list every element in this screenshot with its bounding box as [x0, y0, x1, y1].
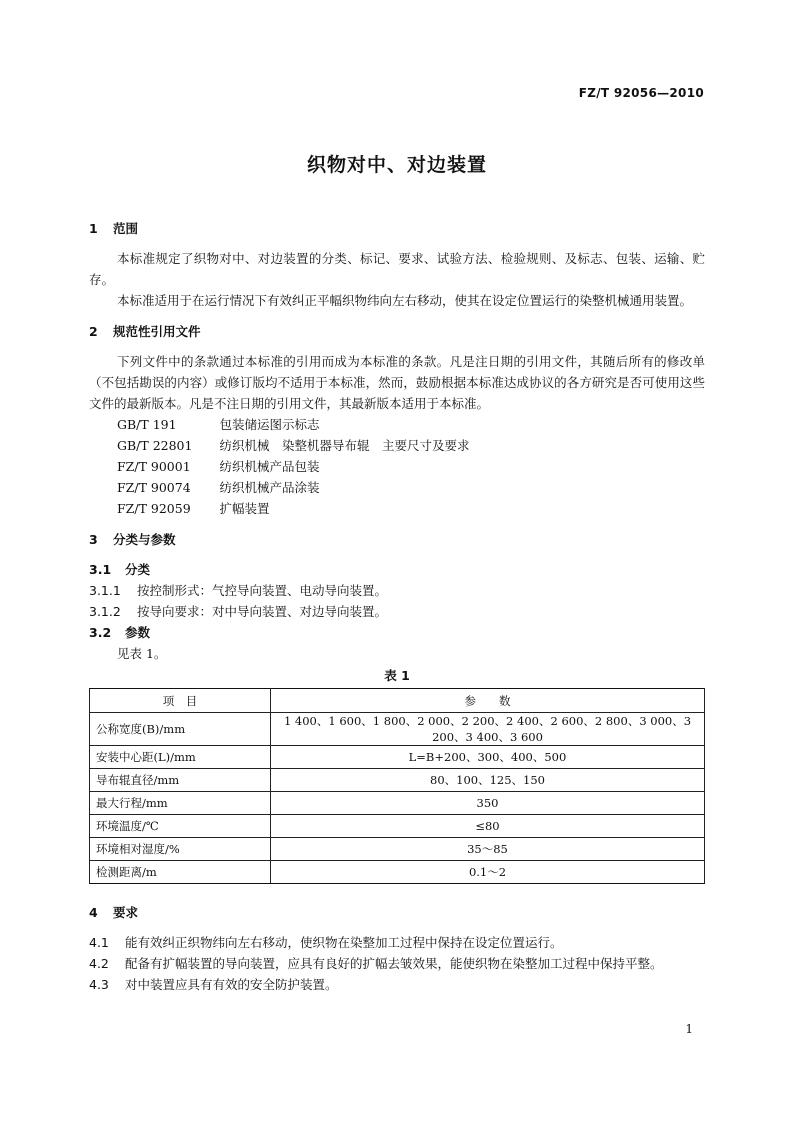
subsection-3-2-heading: [89, 622, 705, 643]
table-caption: 表 1: [384, 668, 410, 683]
table-row: [90, 815, 705, 838]
section-1-heading: [89, 218, 705, 240]
section-number: 4: [89, 905, 98, 920]
row-value: 0.1～2: [271, 861, 705, 884]
table-row: [90, 861, 705, 884]
clause-text: 对中装置应具有有效的安全防护装置。: [125, 977, 338, 992]
reference-item: [89, 477, 705, 498]
row-value: 35～85: [271, 838, 705, 861]
clause-number: 4.2: [89, 956, 109, 971]
column-header-item: 项 目: [90, 689, 271, 713]
reference-code: GB/T 22801: [117, 438, 193, 453]
section-4-heading: [89, 902, 705, 924]
subsection-3-1-heading: [89, 559, 705, 580]
clause-number: 4.1: [89, 935, 109, 950]
clause-4-3: [89, 974, 705, 995]
parameters-table: [89, 688, 705, 884]
clause-4-1: [89, 932, 705, 953]
clause-number: 4.3: [89, 977, 109, 992]
row-value: 350: [271, 792, 705, 815]
table-row: [90, 769, 705, 792]
see-table-note: 见表 1。: [117, 646, 167, 661]
reference-title: 扩幅装置: [219, 501, 270, 516]
reference-title: 包装储运图示标志: [219, 417, 320, 432]
reference-code: FZ/T 92059: [117, 501, 191, 516]
reference-item: [89, 456, 705, 477]
table-row: [90, 792, 705, 815]
clause-text: 配备有扩幅装置的导向装置，应具有良好的扩幅去皱效果，能使织物在染整加工过程中保持平整。: [125, 956, 663, 971]
section-title: 规范性引用文件: [113, 324, 201, 339]
section-2-paragraph: 下列文件中的条款通过本标准的引用而成为本标准的条款。凡是注日期的引用文件，其随后所有的修改单（不包括勘误的内容）或修订版均不适用于本标准，然而，鼓励根据本标准达成协议的各方研究是否可使用这些文件的最新版本。凡是不注日期的引用文件，其最新版本适用于本标准。: [89, 354, 705, 411]
reference-item: [89, 435, 705, 456]
section-number: 1: [89, 221, 98, 236]
row-name: 环境温度/℃: [90, 815, 271, 838]
subsection-number: 3.2: [89, 625, 112, 640]
reference-title: 纺织机械 染整机器导布辊 主要尺寸及要求: [219, 438, 470, 453]
section-1-paragraph-1: 本标准规定了织物对中、对边装置的分类、标记、要求、试验方法、检验规则、及标志、包装、运输、贮存。: [89, 251, 705, 287]
row-value: 80、100、125、150: [271, 769, 705, 792]
section-2-heading: [89, 321, 705, 343]
clause-text: 能有效纠正织物纬向左右移动，使织物在染整加工过程中保持在设定位置运行。: [125, 935, 563, 950]
section-title: 分类与参数: [113, 532, 176, 547]
reference-code: FZ/T 90001: [117, 459, 191, 474]
document-body: [89, 218, 705, 995]
row-value: ≤80: [271, 815, 705, 838]
subsection-title: 分类: [125, 562, 151, 577]
row-name: 导布辊直径/mm: [90, 769, 271, 792]
clause-text: 按导向要求：对中导向装置、对边导向装置。: [137, 604, 388, 619]
reference-code: FZ/T 90074: [117, 480, 191, 495]
reference-item: [89, 414, 705, 435]
section-number: 2: [89, 324, 98, 339]
table-row: [90, 746, 705, 769]
table-header-row: [90, 689, 705, 713]
row-value: 1 400、1 600、1 800、2 000、2 200、2 400、2 600、2 800、3 000、3 200、3 400、3 600: [271, 713, 705, 746]
table-row: [90, 838, 705, 861]
clause-number: 3.1.2: [89, 604, 121, 619]
row-value: L=B+200、300、400、500: [271, 746, 705, 769]
row-name: 检测距离/m: [90, 861, 271, 884]
clause-3-1-1: [89, 580, 705, 601]
column-header-parameter: 参 数: [271, 689, 705, 713]
reference-item: [89, 498, 705, 519]
section-title: 要求: [113, 905, 139, 920]
section-1-paragraph-2: 本标准适用于在运行情况下有效纠正平幅织物纬向左右移动，使其在设定位置运行的染整机械通用装置。: [117, 293, 693, 308]
row-name: 环境相对湿度/%: [90, 838, 271, 861]
reference-title: 纺织机械产品包装: [219, 459, 320, 474]
row-name: 最大行程/mm: [90, 792, 271, 815]
subsection-title: 参数: [125, 625, 151, 640]
section-title: 范围: [113, 221, 139, 236]
clause-4-2: [89, 953, 705, 974]
row-name: 安装中心距(L)/mm: [90, 746, 271, 769]
clause-3-1-2: [89, 601, 705, 622]
document-title: 织物对中、对边装置: [306, 154, 487, 176]
standard-code: FZ/T 92056—2010: [578, 86, 704, 100]
table-row: [90, 713, 705, 746]
subsection-number: 3.1: [89, 562, 112, 577]
row-name: 公称宽度(B)/mm: [90, 713, 271, 746]
page-number: 1: [685, 1022, 693, 1036]
reference-code: GB/T 191: [117, 417, 177, 432]
section-number: 3: [89, 532, 98, 547]
reference-title: 纺织机械产品涂装: [219, 480, 320, 495]
clause-text: 按控制形式：气控导向装置、电动导向装置。: [137, 583, 388, 598]
section-3-heading: [89, 529, 705, 551]
clause-number: 3.1.1: [89, 583, 121, 598]
